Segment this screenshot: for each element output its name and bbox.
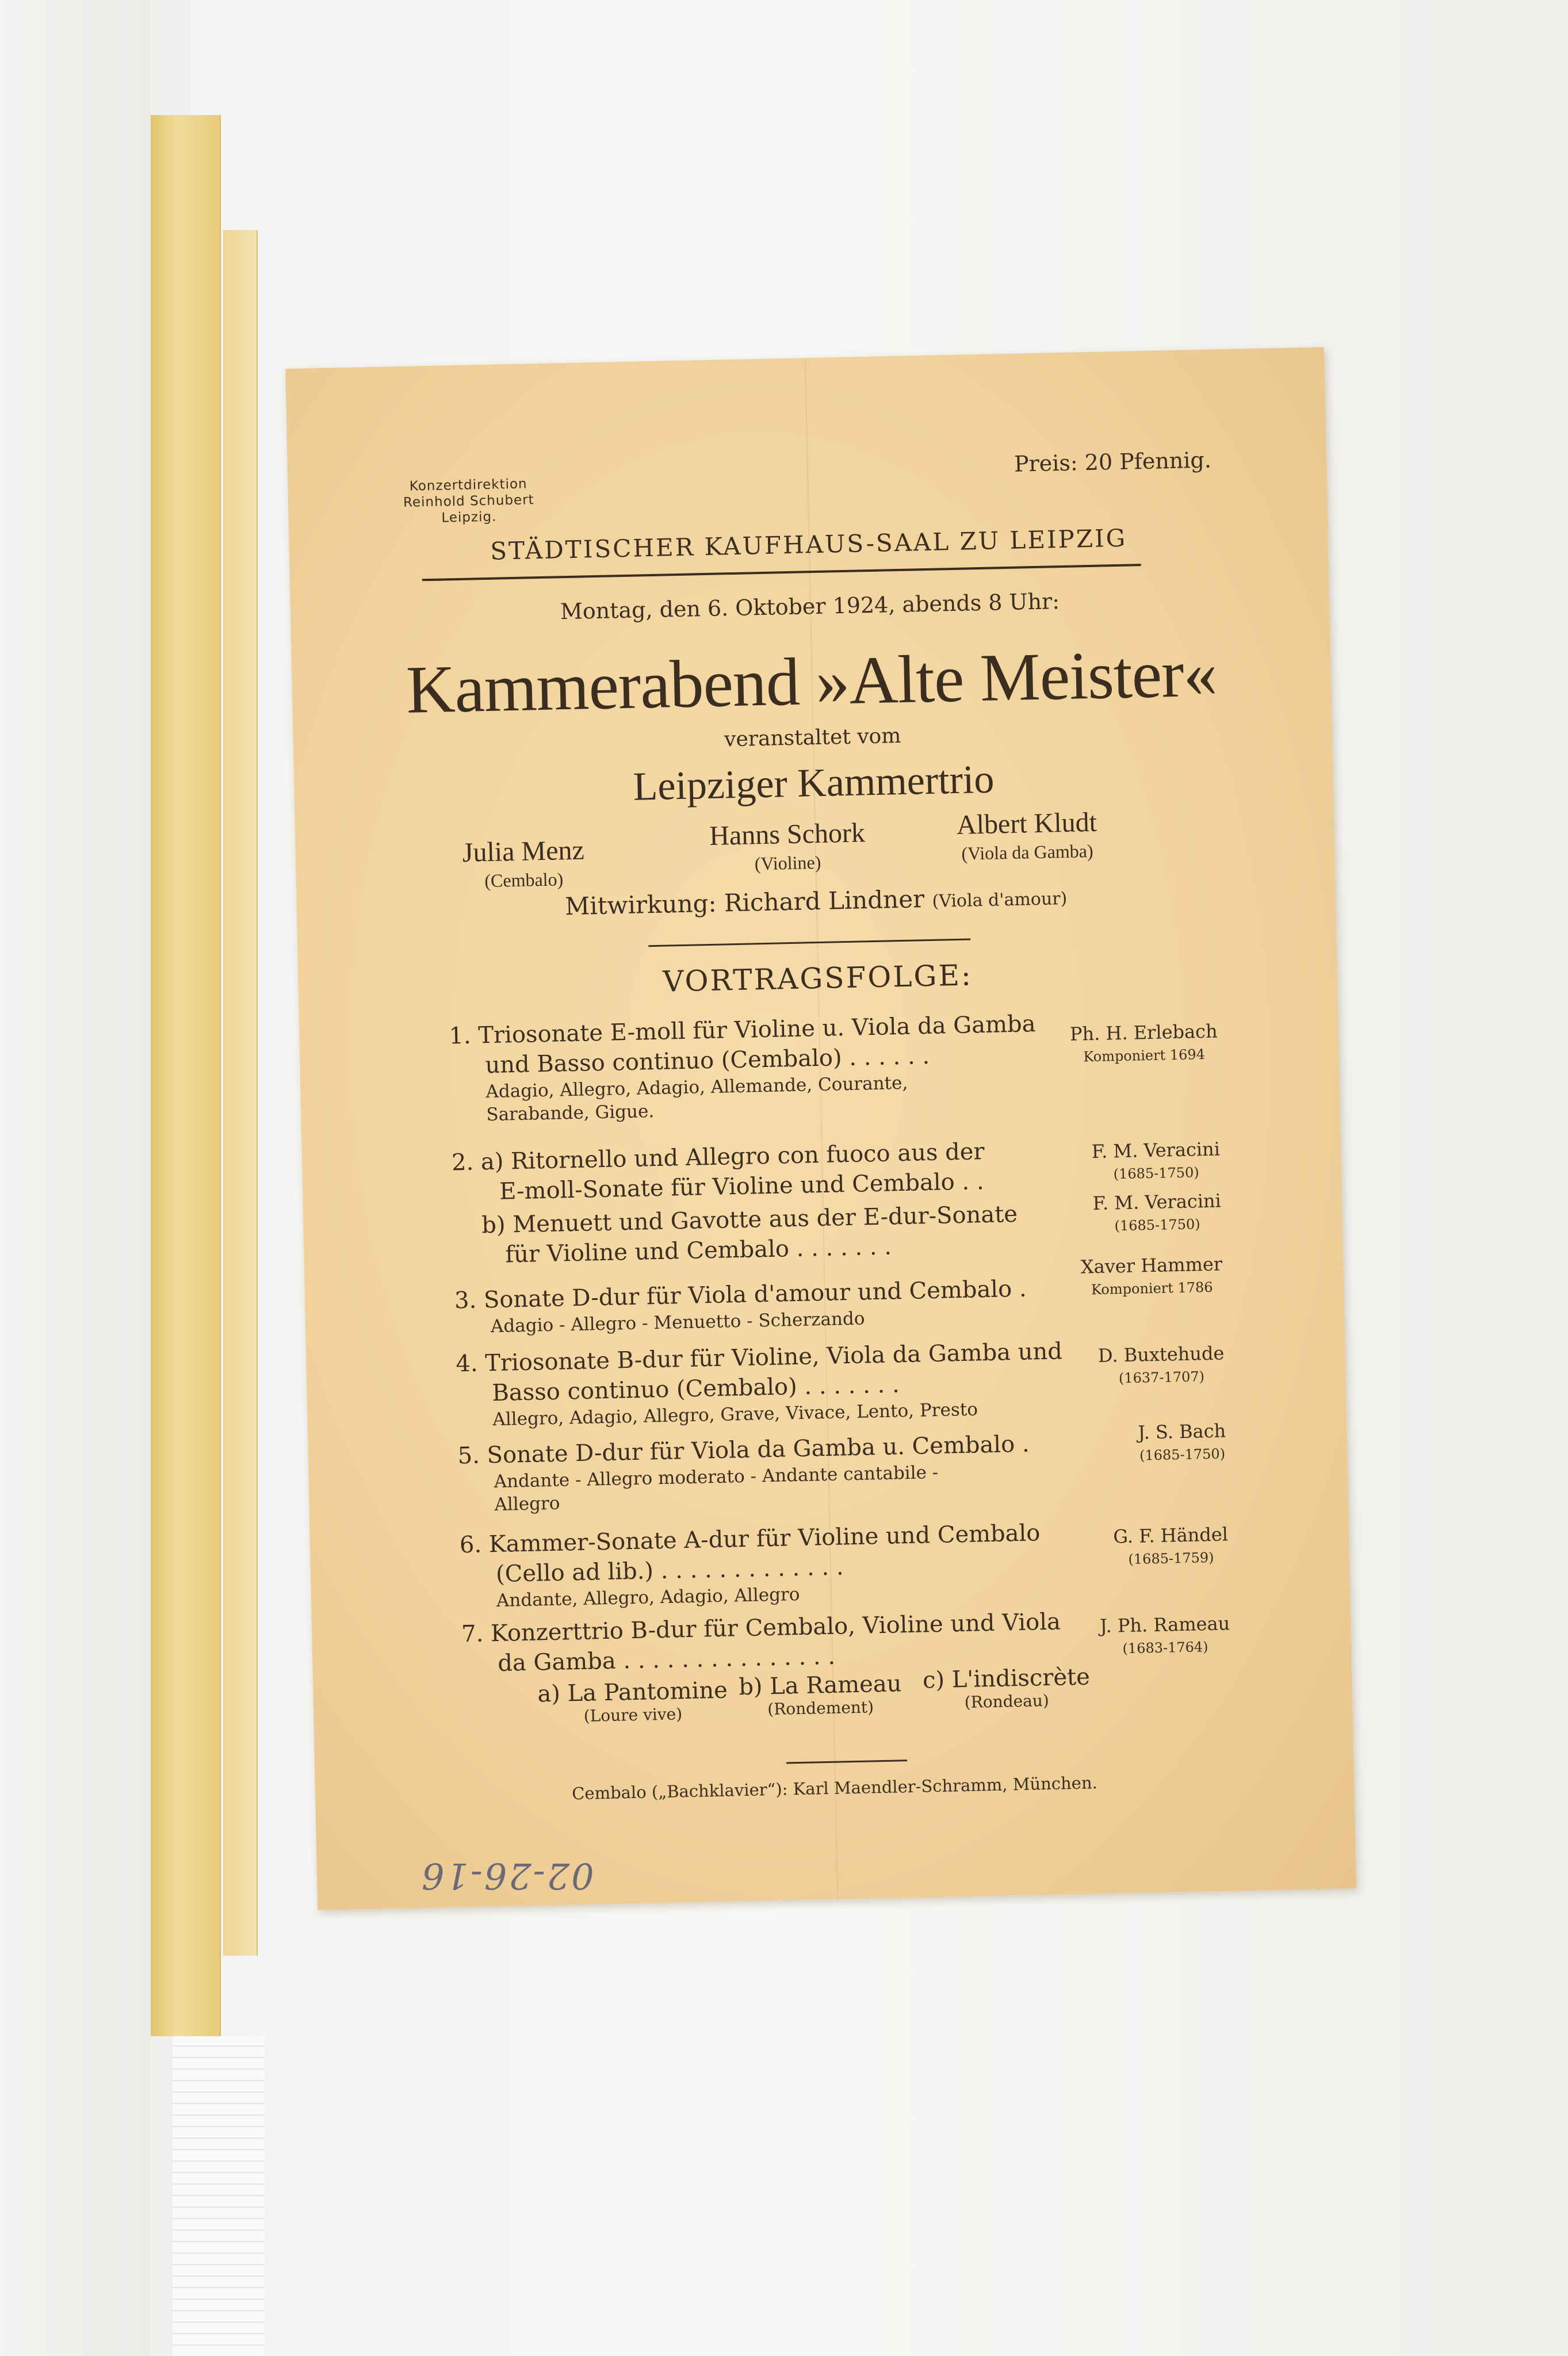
composer-dates: (1685-1750) bbox=[1114, 1216, 1200, 1234]
movement bbox=[537, 1677, 728, 1727]
composer-dates: Komponiert 1786 bbox=[1091, 1279, 1213, 1298]
item-line: E-moll-Sonate für Violine und Cembalo . . bbox=[499, 1168, 985, 1205]
composer-dates: (1685-1750) bbox=[1139, 1445, 1226, 1464]
composer-dates: (1637-1707) bbox=[1118, 1368, 1205, 1387]
item-detail: Sarabande, Gigue. bbox=[485, 1101, 655, 1126]
price: Preis: 20 Pfennig. bbox=[1014, 447, 1212, 477]
composer bbox=[1091, 1137, 1221, 1186]
divider bbox=[648, 938, 970, 947]
composer-name: F. M. Veracini bbox=[1091, 1138, 1221, 1163]
agency-line: Reinhold Schubert bbox=[403, 492, 534, 510]
item-line: für Violine und Cembalo . . . . . . . bbox=[504, 1233, 892, 1268]
ensemble-name: Leipziger Kammertrio bbox=[632, 757, 995, 809]
composer-name: D. Buxtehude bbox=[1097, 1342, 1225, 1367]
member-name: Julia Menz bbox=[462, 835, 585, 868]
item-line: 6. Kammer-Sonate A-dur für Violine und Cembalo bbox=[459, 1520, 1041, 1559]
composer bbox=[1080, 1252, 1223, 1301]
member-instrument: (Cembalo) bbox=[484, 869, 564, 892]
member-instrument: (Viola da Gamba) bbox=[961, 840, 1093, 864]
composer-dates: (1685-1750) bbox=[1113, 1164, 1199, 1183]
divider bbox=[786, 1760, 907, 1764]
movement-tempo: (Rondement) bbox=[767, 1697, 874, 1719]
programme-item bbox=[456, 1336, 1064, 1432]
agency-line: Leipzig. bbox=[441, 509, 497, 526]
folder-edge-inner bbox=[223, 230, 258, 1956]
programme-item bbox=[457, 1429, 1031, 1517]
member-name: Albert Kludt bbox=[956, 806, 1097, 840]
desk-background bbox=[0, 0, 151, 2356]
item-detail: Adagio - Allegro - Menuetto - Scherzando bbox=[490, 1308, 865, 1337]
composer-dates: (1683-1764) bbox=[1122, 1639, 1208, 1657]
item-line: und Basso continuo (Cembalo) . . . . . . bbox=[485, 1043, 930, 1079]
item-detail: Andante - Allegro moderato - Andante cantabile - bbox=[494, 1462, 939, 1493]
item-line: 3. Sonate D-dur für Viola d'amour und Cembalo . bbox=[454, 1275, 1027, 1314]
divider bbox=[422, 564, 1141, 581]
composer bbox=[1092, 1189, 1222, 1238]
composer bbox=[1113, 1523, 1229, 1571]
pencil-catalog-number: 02-26-16 bbox=[420, 1855, 594, 1897]
composer-name: J. Ph. Rameau bbox=[1099, 1612, 1230, 1638]
folder-edge bbox=[151, 115, 221, 2036]
instrument-credit: Cembalo („Bachklavier“): Karl Maendler-Schramm, München. bbox=[571, 1773, 1098, 1804]
member-schork bbox=[709, 817, 866, 875]
item-line: Basso continuo (Cembalo) . . . . . . . bbox=[492, 1371, 900, 1407]
programme-heading: VORTRAGSFOLGE: bbox=[662, 958, 973, 999]
item-line: 5. Sonate D-dur für Viola da Gamba u. Cembalo . bbox=[457, 1431, 1030, 1470]
programme-item bbox=[454, 1274, 1027, 1339]
organizer-intro: veranstaltet vom bbox=[724, 724, 901, 752]
movement bbox=[739, 1670, 902, 1719]
composer bbox=[1097, 1341, 1225, 1390]
member-instrument: (Violine) bbox=[754, 851, 821, 874]
event-title: Kammerabend »Alte Meister« bbox=[405, 635, 1218, 728]
movement-title: c) L'indiscrète bbox=[922, 1663, 1091, 1694]
member-menz bbox=[462, 835, 585, 892]
item-detail: Allegro, Adagio, Allegro, Grave, Vivace, Lento, Presto bbox=[492, 1399, 978, 1431]
composer bbox=[1070, 1020, 1218, 1069]
guest-instrument: (Viola d'amour) bbox=[932, 888, 1068, 912]
composer-name: G. F. Händel bbox=[1112, 1523, 1229, 1548]
composer-name: J. S. Bach bbox=[1137, 1420, 1226, 1444]
composer bbox=[1100, 1612, 1231, 1661]
programme-item bbox=[449, 1009, 1038, 1127]
item-line: 2. a) Ritornello und Allegro con fuoco aus der bbox=[451, 1138, 985, 1176]
composer bbox=[1138, 1419, 1227, 1467]
guest-label: Mitwirkung: Richard Lindner bbox=[564, 885, 925, 921]
event-date: Montag, den 6. Oktober 1924, abends 8 Uhr: bbox=[560, 588, 1060, 625]
programme-item bbox=[452, 1137, 986, 1207]
member-kludt bbox=[956, 806, 1097, 865]
item-line: 7. Konzerttrio B-dur für Cembalo, Violine und Viola bbox=[461, 1608, 1061, 1648]
item-line: da Gamba . . . . . . . . . . . . . . . bbox=[497, 1643, 836, 1677]
programme-item bbox=[459, 1518, 1041, 1613]
item-line: (Cello ad lib.) . . . . . . . . . . . . . bbox=[495, 1554, 844, 1588]
item-line: 1. Triosonate E-moll für Violine u. Viola da Gamba bbox=[449, 1011, 1036, 1050]
programme-item bbox=[481, 1199, 1019, 1270]
item-detail: Allegro bbox=[494, 1493, 560, 1516]
movement-title: b) La Rameau bbox=[738, 1670, 902, 1701]
agency-block bbox=[403, 476, 534, 527]
composer-name: F. M. Veracini bbox=[1092, 1190, 1222, 1215]
movement-tempo: (Rondeau) bbox=[964, 1690, 1050, 1712]
concert-programme bbox=[285, 347, 1356, 1910]
agency-line: Konzertdirektion bbox=[409, 476, 527, 494]
item-detail: Adagio, Allegro, Adagio, Allemande, Courante, bbox=[485, 1072, 908, 1103]
composer-dates: (1685-1759) bbox=[1128, 1549, 1214, 1567]
composer-name: Ph. H. Erlebach bbox=[1069, 1020, 1218, 1045]
item-line: 4. Triosonate B-dur für Violine, Viola da Gamba und bbox=[455, 1338, 1063, 1378]
movement bbox=[923, 1663, 1091, 1712]
paper-stack-edge bbox=[173, 2036, 265, 2356]
composer-dates: Komponiert 1694 bbox=[1083, 1046, 1206, 1065]
movement-tempo: (Loure vive) bbox=[583, 1704, 683, 1726]
item-line: b) Menuett und Gavotte aus der E-dur-Sonate bbox=[481, 1200, 1018, 1239]
movement-title: a) La Pantomine bbox=[537, 1677, 728, 1708]
member-name: Hanns Schork bbox=[709, 817, 866, 851]
item-detail: Andante, Allegro, Adagio, Allegro bbox=[496, 1584, 800, 1611]
venue: STÄDTISCHER KAUFHAUS-SAAL ZU LEIPZIG bbox=[489, 523, 1127, 565]
composer-name: Xaver Hammer bbox=[1080, 1253, 1223, 1278]
